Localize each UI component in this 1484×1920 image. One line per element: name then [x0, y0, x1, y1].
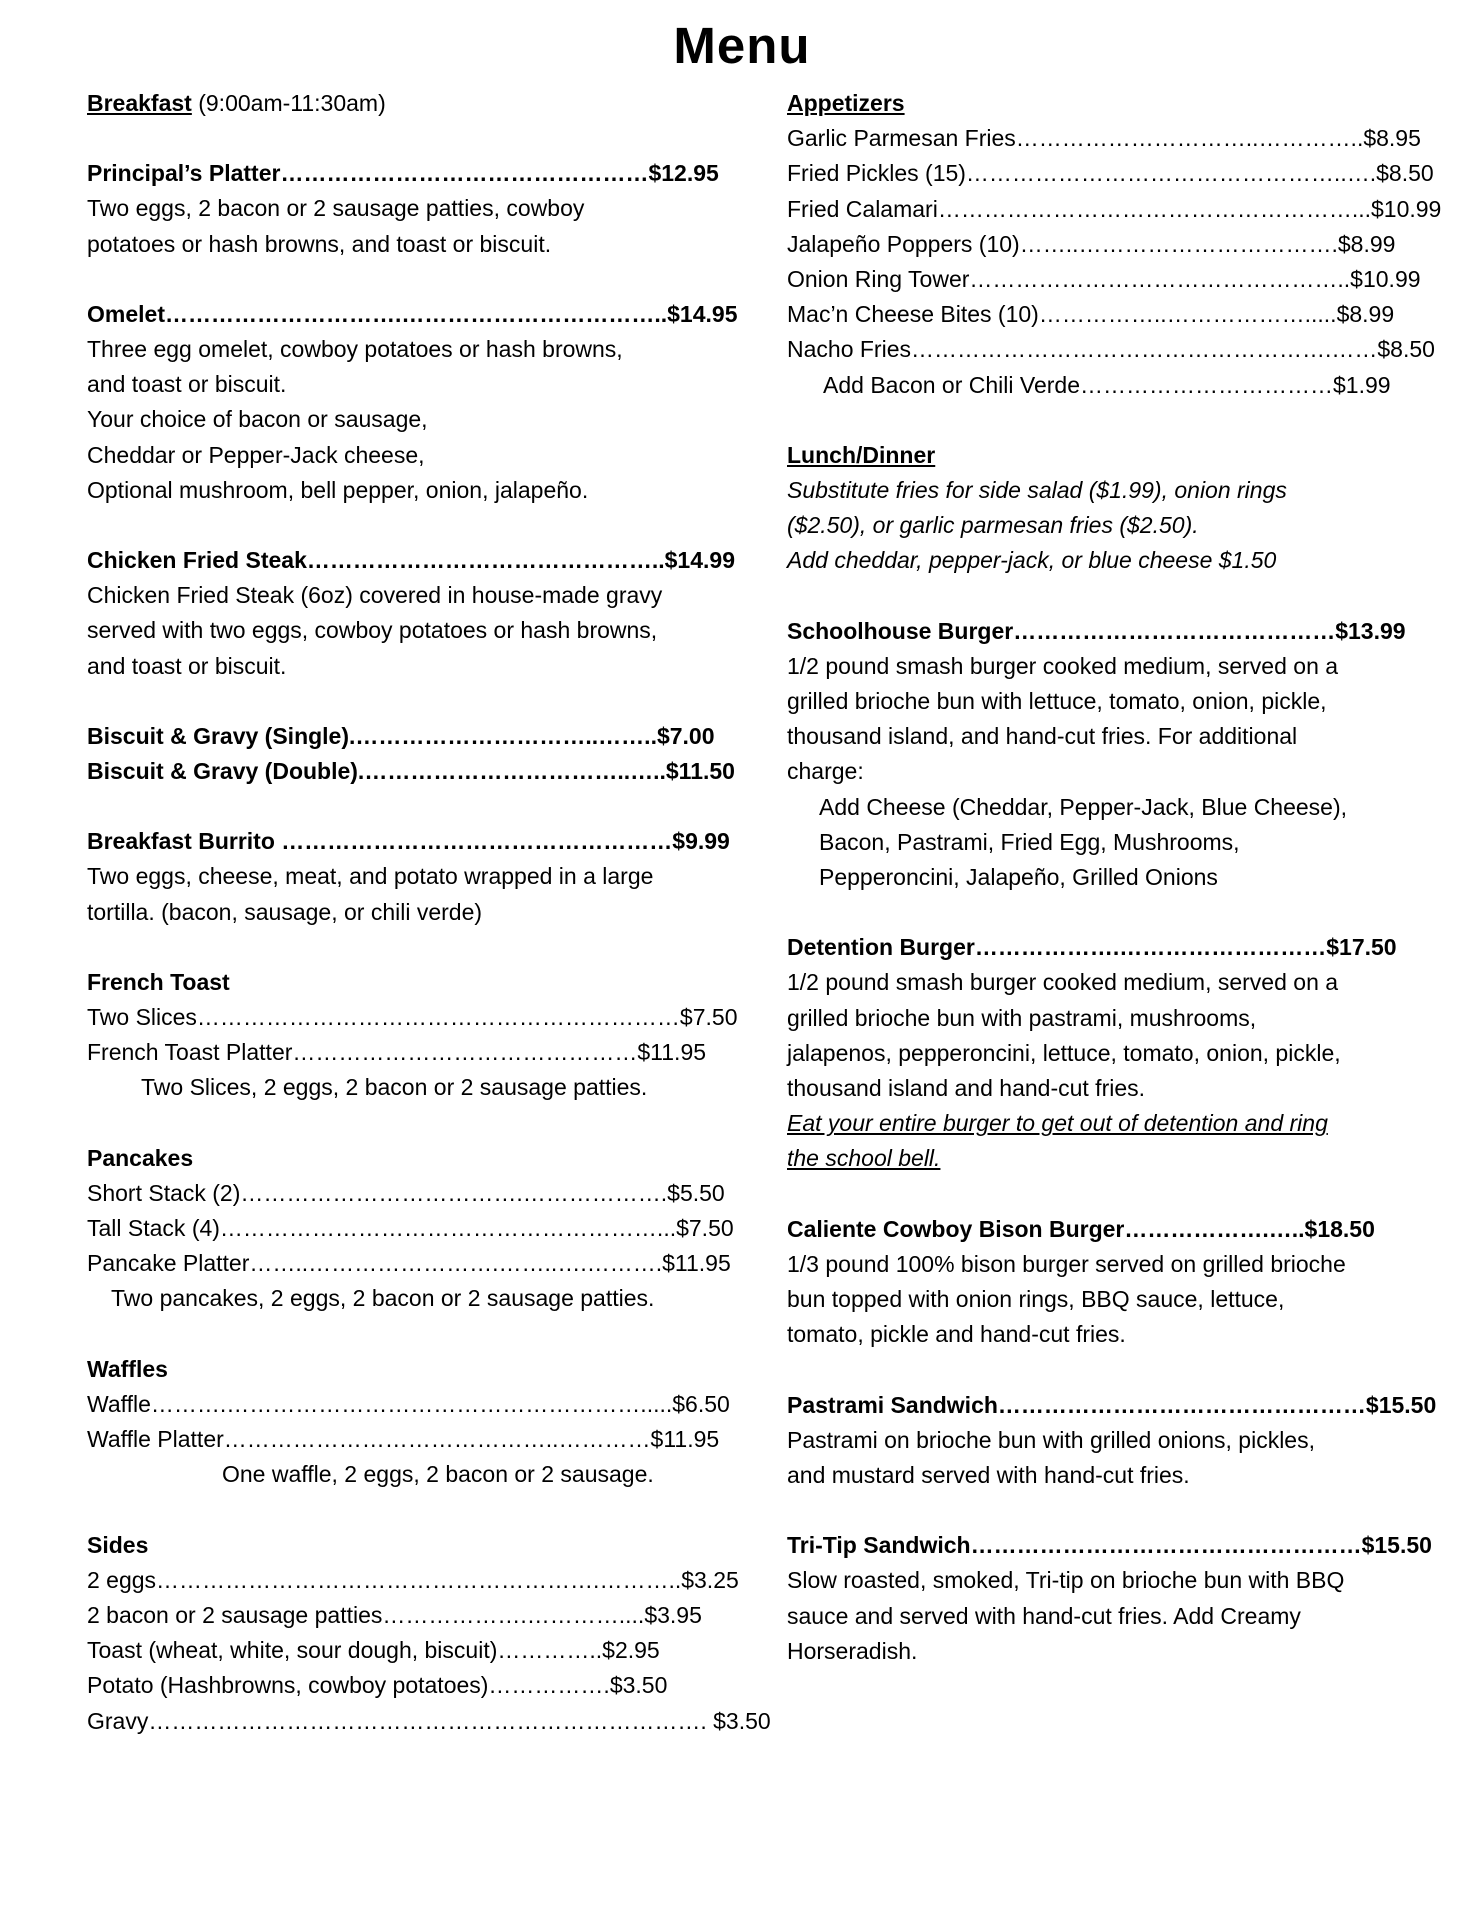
pastrami-sandwich-desc: Pastrami on brioche bun with grilled onions, pickles,: [787, 1426, 1315, 1453]
waffle-platter-item: Waffle Platter……………………………………..…………$11.95: [87, 1426, 720, 1453]
bison-burger-item: Caliente Cowboy Bison Burger……………….…..$18.50: [787, 1215, 1375, 1242]
bison-burger-desc: bun topped with onion rings, BBQ sauce, lettuce,: [787, 1286, 1285, 1313]
bison-burger-desc: 1/3 pound 100% bison burger served on grilled brioche: [787, 1250, 1346, 1277]
schoolhouse-burger-desc: thousand island, and hand-cut fries. For additional: [787, 723, 1298, 750]
detention-burger-desc: grilled brioche bun with pastrami, mushrooms,: [787, 1004, 1257, 1031]
pancakes-heading: Pancakes: [87, 1144, 194, 1171]
detention-challenge: the school bell.: [787, 1145, 941, 1172]
side-gravy-item: Gravy………………………………………………………………. $3.50: [87, 1707, 771, 1734]
tall-stack-item: Tall Stack (4)…………………………………………………...$7.50: [87, 1215, 734, 1242]
pancake-platter-desc: Two pancakes, 2 eggs, 2 bacon or 2 sausage patties.: [111, 1285, 655, 1312]
french-toast-heading: French Toast: [87, 968, 230, 995]
french-toast-two-slices-item: Two Slices………………………………………………………$7.50: [87, 1004, 738, 1031]
onion-ring-tower-item: Onion Ring Tower…………………………………………..$10.99: [787, 266, 1421, 293]
detention-challenge: Eat your entire burger to get out of detention and ring: [787, 1110, 1328, 1137]
side-eggs-item: 2 eggs………………………………………………….………..$3.25: [87, 1566, 739, 1593]
jalapeno-poppers-item: Jalapeño Poppers (10)……..…………………………….$8.99: [787, 230, 1396, 257]
omelet-desc: Cheddar or Pepper-Jack cheese,: [87, 441, 425, 468]
biscuit-gravy-single-item: Biscuit & Gravy (Single).…………………………..……..$7.00: [87, 722, 715, 749]
schoolhouse-burger-addons: Add Cheese (Cheddar, Pepper-Jack, Blue Cheese),: [819, 793, 1348, 820]
omelet-desc: Optional mushroom, bell pepper, onion, jalapeño.: [87, 476, 589, 503]
side-bacon-item: 2 bacon or 2 sausage patties……………….…………....$3.95: [87, 1601, 702, 1628]
lunch-dinner-note: Add cheddar, pepper-jack, or blue cheese $1.50: [787, 547, 1277, 574]
schoolhouse-burger-addons: Pepperoncini, Jalapeño, Grilled Onions: [819, 864, 1218, 891]
side-toast-item: Toast (wheat, white, sour dough, biscuit)…………..$2.95: [87, 1637, 660, 1664]
chicken-fried-steak-desc: and toast or biscuit.: [87, 652, 287, 679]
breakfast-header: [87, 86, 707, 121]
tri-tip-sandwich-desc: sauce and served with hand-cut fries. Add Creamy: [787, 1602, 1301, 1629]
chicken-fried-steak-desc: served with two eggs, cowboy potatoes or hash browns,: [87, 617, 658, 644]
waffle-platter-desc: One waffle, 2 eggs, 2 bacon or 2 sausage.: [222, 1461, 654, 1488]
short-stack-item: Short Stack (2)……………………………….……………….$5.50: [87, 1179, 725, 1206]
schoolhouse-burger-item: Schoolhouse Burger……………………………………$13.99: [787, 617, 1406, 644]
detention-burger-desc: thousand island and hand-cut fries.: [787, 1075, 1146, 1102]
waffles-heading: Waffles: [87, 1355, 168, 1382]
pastrami-sandwich-item: Pastrami Sandwich…………………………………………$15.50: [787, 1391, 1437, 1418]
principals-platter-item: Principal’s Platter…………………………………………$12.95: [87, 160, 719, 187]
principals-platter-desc: Two eggs, 2 bacon or 2 sausage patties, cowboy: [87, 195, 585, 222]
detention-burger-desc: jalapenos, pepperoncini, lettuce, tomato, onion, pickle,: [787, 1039, 1341, 1066]
breakfast-burrito-desc: Two eggs, cheese, meat, and potato wrapped in a large: [87, 863, 654, 890]
breakfast-burrito-desc: tortilla. (bacon, sausage, or chili verde): [87, 898, 483, 925]
french-toast-platter-desc: Two Slices, 2 eggs, 2 bacon or 2 sausage patties.: [141, 1074, 648, 1101]
fried-calamari-item: Fried Calamari………………………………………………...$10.99: [787, 195, 1442, 222]
omelet-desc: and toast or biscuit.: [87, 371, 287, 398]
breakfast-hours: (9:00am-11:30am): [191, 90, 386, 116]
schoolhouse-burger-desc: grilled brioche bun with lettuce, tomato, onion, pickle,: [787, 688, 1327, 715]
biscuit-gravy-double-item: Biscuit & Gravy (Double).……………………………..…..$11.50: [87, 758, 735, 785]
waffle-item: Waffle……….……………………………………………….....$6.50: [87, 1390, 730, 1417]
omelet-item: Omelet………………………….……………………………..$14.95: [87, 300, 738, 327]
tri-tip-sandwich-desc: Slow roasted, smoked, Tri-tip on brioche bun with BBQ: [787, 1567, 1345, 1594]
lunch-dinner-note: ($2.50), or garlic parmesan fries ($2.50).: [787, 512, 1199, 539]
appetizers-heading: Appetizers: [787, 90, 905, 116]
french-toast-platter-item: French Toast Platter………………………………………$11.95: [87, 1039, 707, 1066]
schoolhouse-burger-desc: 1/2 pound smash burger cooked medium, served on a: [787, 652, 1339, 679]
nacho-addon-item: Add Bacon or Chili Verde……………………………$1.99: [823, 371, 1391, 398]
chicken-fried-steak-desc: Chicken Fried Steak (6oz) covered in house-made gravy: [87, 582, 663, 609]
schoolhouse-burger-desc: charge:: [787, 758, 864, 785]
lunch-dinner-heading: Lunch/Dinner: [787, 441, 936, 468]
omelet-desc: Your choice of bacon or sausage,: [87, 406, 428, 433]
left-column: [87, 86, 771, 1739]
omelet-desc: Three egg omelet, cowboy potatoes or hash browns,: [87, 336, 623, 363]
pancake-platter-item: Pancake Platter……..…………………….……..….……….$11.95: [87, 1250, 731, 1277]
detention-burger-item: Detention Burger……………….………………………$17.50: [787, 934, 1397, 961]
pastrami-sandwich-desc: and mustard served with hand-cut fries.: [787, 1461, 1190, 1488]
detention-burger-desc: 1/2 pound smash burger cooked medium, served on a: [787, 969, 1339, 996]
garlic-parmesan-fries-item: Garlic Parmesan Fries…………………………..…………..$8.95: [787, 125, 1421, 152]
bison-burger-desc: tomato, pickle and hand-cut fries.: [787, 1321, 1126, 1348]
lunch-dinner-note: Substitute fries for side salad ($1.99), onion rings: [787, 477, 1287, 504]
schoolhouse-burger-addons: Bacon, Pastrami, Fried Egg, Mushrooms,: [819, 828, 1240, 855]
tri-tip-sandwich-desc: Horseradish.: [787, 1637, 918, 1664]
sides-heading: Sides: [87, 1531, 149, 1558]
tri-tip-sandwich-item: Tri-Tip Sandwich……………………………………………$15.50: [787, 1532, 1432, 1559]
breakfast-heading: Breakfast: [87, 90, 192, 116]
right-column: [787, 86, 1442, 1669]
chicken-fried-steak-item: Chicken Fried Steak………………………………………..$14.99: [87, 547, 735, 574]
page-title: Menu: [673, 17, 811, 74]
side-potato-item: Potato (Hashbrowns, cowboy potatoes)…………….$3.50: [87, 1672, 668, 1699]
nacho-fries-item: Nacho Fries……………………………………………….……$8.50: [787, 336, 1435, 363]
principals-platter-desc: potatoes or hash browns, and toast or biscuit.: [87, 230, 552, 257]
mac-cheese-bites-item: Mac’n Cheese Bites (10)……………..……………….....$8.99: [787, 301, 1395, 328]
breakfast-burrito-item: Breakfast Burrito ……………………………………………$9.99: [87, 828, 730, 855]
fried-pickles-item: Fried Pickles (15)…………………………………………..….$8.50: [787, 160, 1434, 187]
